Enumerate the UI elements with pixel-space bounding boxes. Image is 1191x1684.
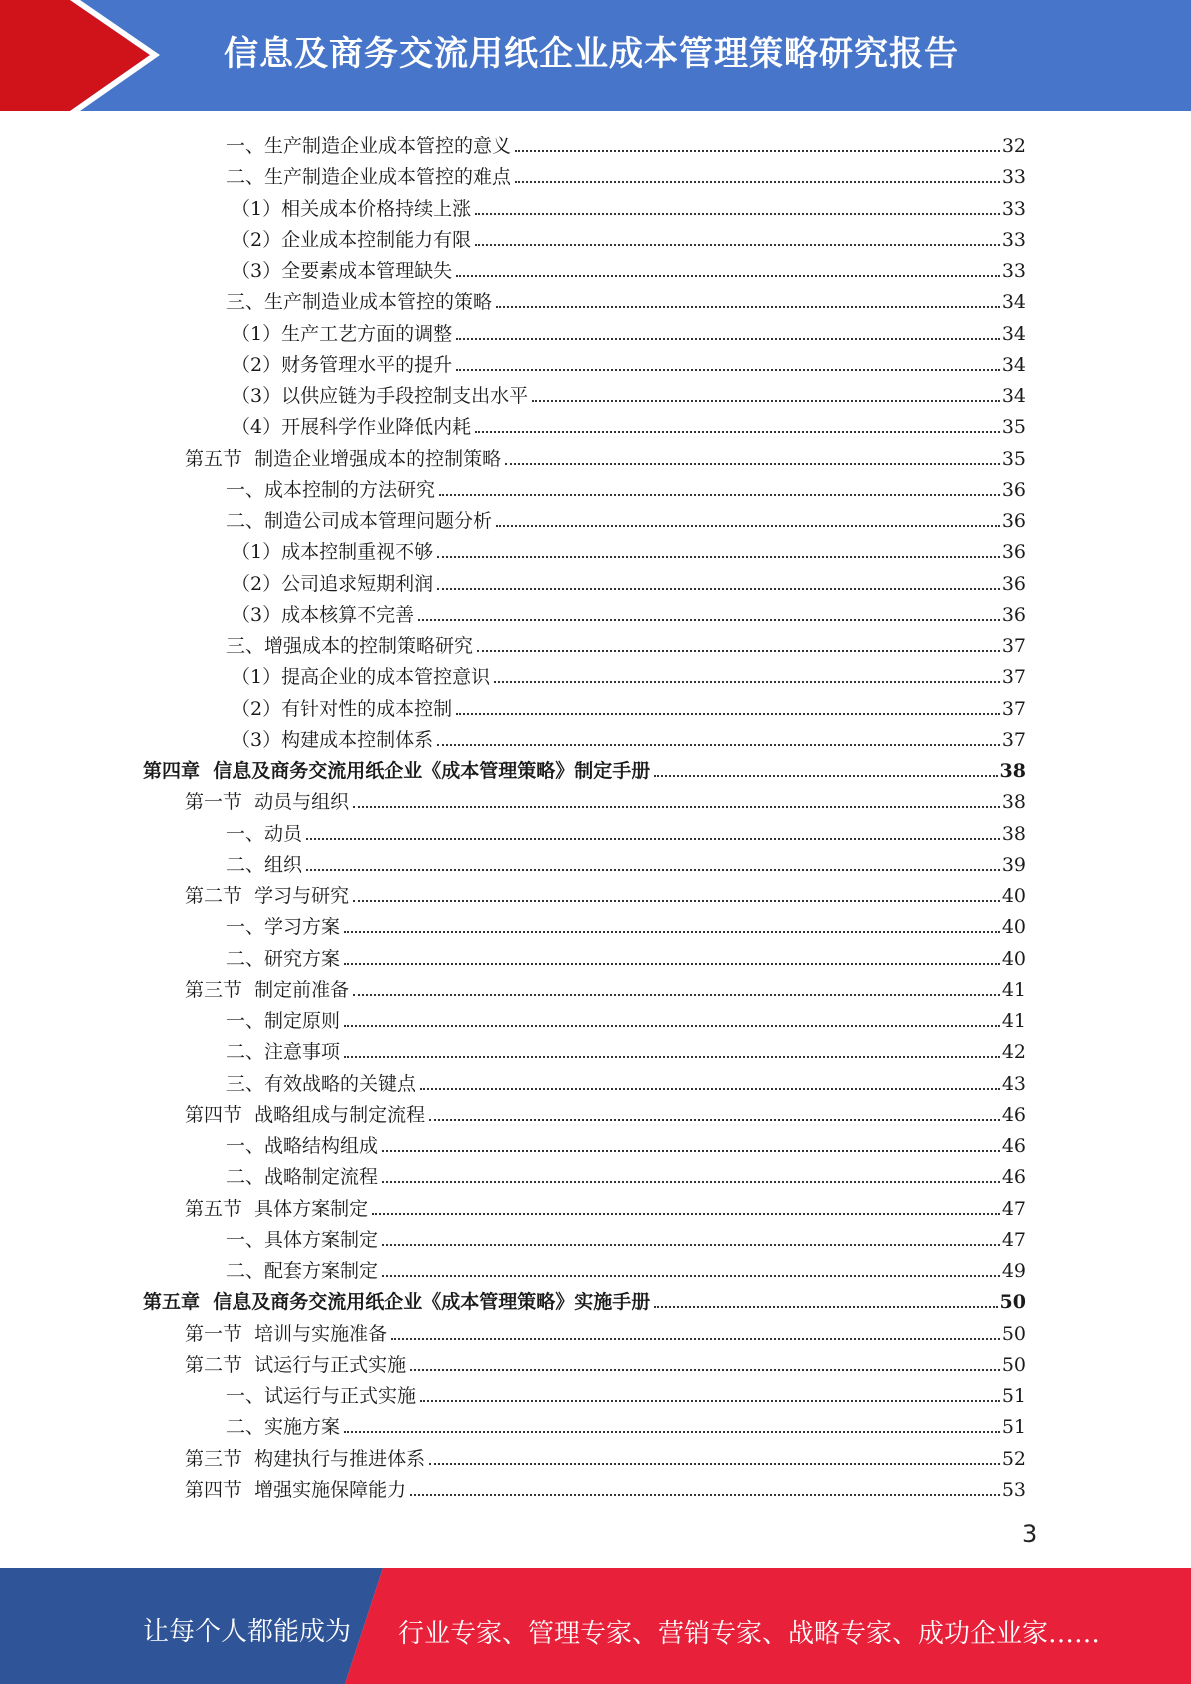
toc-dot-leader (429, 1463, 1000, 1465)
toc-entry-page: 32 (1001, 135, 1026, 157)
toc-entry[interactable] (226, 1033, 1026, 1064)
toc-dot-leader (353, 900, 1000, 902)
toc-entry[interactable] (231, 346, 1026, 377)
toc-entry-page: 43 (1001, 1072, 1026, 1095)
toc-entry-page: 36 (1001, 478, 1026, 501)
toc-entry[interactable] (226, 158, 1026, 189)
report-title: 信息及商务交流用纸企业成本管理策略研究报告 (224, 34, 959, 74)
toc-entry-page: 50 (1001, 1322, 1026, 1345)
toc-entry-page: 36 (1001, 603, 1026, 626)
toc-entry-page: 34 (1001, 385, 1026, 407)
toc-entry[interactable] (231, 377, 1026, 408)
toc-entry[interactable] (143, 752, 1026, 783)
toc-entry-page: 42 (1001, 1041, 1026, 1064)
toc-entry-label: 一、制定原则 (226, 1010, 341, 1032)
toc-dot-leader (382, 1150, 1000, 1152)
toc-dot-leader (353, 994, 1000, 996)
toc-entry-label: 三、增强成本的控制策略研究 (226, 635, 474, 657)
toc-entry-page: 40 (1001, 916, 1026, 939)
page-footer (0, 1568, 1191, 1684)
toc-dot-leader (382, 1275, 1000, 1277)
toc-entry-label: 一、学习方案 (226, 916, 341, 939)
toc-dot-leader (344, 963, 1000, 965)
toc-entry[interactable] (226, 908, 1026, 939)
toc-entry[interactable] (226, 1377, 1026, 1408)
toc-entry-label: 第二节 试运行与正式实施 (185, 1353, 407, 1376)
toc-entry-page: 50 (1001, 1353, 1026, 1376)
toc-entry-page: 34 (1001, 322, 1026, 345)
toc-entry-page: 50 (999, 1291, 1026, 1314)
toc-entry[interactable] (226, 846, 1026, 877)
toc-dot-leader (456, 369, 1000, 371)
toc-entry[interactable] (231, 315, 1026, 346)
toc-entry-label: （2）有针对性的成本控制 (231, 697, 453, 720)
toc-entry-label: 一、试运行与正式实施 (226, 1385, 417, 1407)
toc-entry-page: 33 (1001, 197, 1026, 220)
toc-entry[interactable] (226, 1127, 1026, 1158)
toc-entry-page: 37 (1001, 728, 1026, 751)
toc-entry[interactable] (231, 221, 1026, 252)
toc-dot-leader (532, 400, 1000, 402)
toc-dot-leader (515, 181, 1000, 183)
toc-dot-leader (437, 588, 1000, 590)
toc-entry-label: 一、具体方案制定 (226, 1228, 379, 1251)
toc-dot-leader (420, 1088, 1000, 1090)
toc-entry-label: 一、战略结构组成 (226, 1135, 379, 1157)
toc-entry-label: （1）生产工艺方面的调整 (231, 322, 453, 345)
toc-dot-leader (420, 1400, 1000, 1402)
toc-dot-leader (496, 525, 1000, 527)
toc-entry-label: （2）公司追求短期利润 (231, 572, 434, 595)
footer-slogan-left: 让每个人都能成为 (143, 1617, 352, 1647)
toc-entry-page: 51 (1001, 1416, 1026, 1439)
toc-entry[interactable] (231, 252, 1026, 283)
toc-dot-leader (382, 1244, 1000, 1246)
toc-entry[interactable] (231, 190, 1026, 221)
toc-entry[interactable] (143, 1283, 1026, 1314)
toc-entry-page: 38 (1001, 791, 1026, 814)
toc-entry-page: 39 (1001, 853, 1026, 876)
toc-dot-leader (372, 1213, 1000, 1215)
toc-entry-page: 33 (1001, 228, 1026, 251)
toc-entry[interactable] (231, 658, 1026, 689)
toc-dot-leader (456, 338, 1000, 340)
toc-entry[interactable] (185, 1471, 1026, 1502)
toc-entry-page: 37 (1001, 666, 1026, 689)
toc-entry-label: （3）全要素成本管理缺失 (231, 260, 453, 282)
toc-entry[interactable] (185, 783, 1026, 814)
toc-dot-leader (654, 775, 997, 777)
toc-entry[interactable] (226, 471, 1026, 502)
toc-entry[interactable] (185, 877, 1026, 908)
toc-entry[interactable] (226, 1408, 1026, 1439)
toc-entry-label: （2）企业成本控制能力有限 (231, 228, 472, 251)
toc-entry-label: 三、有效战略的关键点 (226, 1072, 417, 1095)
toc-entry-page: 51 (1001, 1385, 1026, 1407)
toc-entry[interactable] (226, 283, 1026, 314)
toc-entry-label: 二、注意事项 (226, 1041, 341, 1064)
toc-entry-label: 第三节 构建执行与推进体系 (185, 1447, 426, 1470)
toc-entry[interactable] (226, 1065, 1026, 1096)
toc-entry-page: 37 (1001, 635, 1026, 657)
toc-dot-leader (418, 619, 1000, 621)
toc-dot-leader (494, 681, 1000, 683)
toc-entry-page: 37 (1001, 697, 1026, 720)
toc-dot-leader (475, 431, 1000, 433)
toc-entry[interactable] (226, 1158, 1026, 1189)
toc-entry-label: （4）开展科学作业降低内耗 (231, 416, 472, 439)
toc-entry-label: 第一节 培训与实施准备 (185, 1322, 388, 1345)
toc-dot-leader (306, 869, 1000, 871)
toc-entry-label: 三、生产制造业成本管控的策略 (226, 291, 493, 314)
toc-dot-leader (475, 213, 1000, 215)
toc-entry-label: 第二节 学习与研究 (185, 885, 350, 907)
toc-dot-leader (306, 838, 1000, 840)
toc-dot-leader (654, 1306, 997, 1308)
toc-dot-leader (410, 1494, 1000, 1496)
toc-entry[interactable] (226, 815, 1026, 846)
toc-entry[interactable] (226, 1002, 1026, 1033)
toc-entry-page: 49 (1001, 1260, 1026, 1282)
toc-entry-page: 41 (1001, 1010, 1026, 1032)
toc-entry-label: （1）提高企业的成本管控意识 (231, 666, 491, 689)
toc-dot-leader (515, 150, 1000, 152)
toc-entry[interactable] (226, 940, 1026, 971)
toc-entry-page: 33 (1001, 260, 1026, 282)
toc-entry-label: 第三节 制定前准备 (185, 978, 350, 1001)
toc-entry[interactable] (185, 1440, 1026, 1471)
toc-entry-label: 第四节 战略组成与制定流程 (185, 1103, 426, 1126)
toc-dot-leader (429, 1119, 1000, 1121)
toc-entry-page: 38 (1001, 822, 1026, 845)
toc-entry-page: 46 (1001, 1103, 1026, 1126)
toc-entry-page: 35 (1001, 447, 1026, 470)
toc-entry-label: 第五节 具体方案制定 (185, 1197, 369, 1220)
toc-entry-label: 第四节 增强实施保障能力 (185, 1478, 407, 1501)
toc-dot-leader (344, 931, 1000, 933)
toc-entry-label: 二、生产制造企业成本管控的难点 (226, 166, 512, 189)
toc-entry-label: 第五节 制造企业增强成本的控制策略 (185, 447, 502, 470)
page-header (0, 0, 1191, 111)
toc-entry[interactable] (226, 627, 1026, 658)
toc-entry[interactable] (231, 408, 1026, 439)
toc-dot-leader (437, 556, 1000, 558)
toc-entry[interactable] (185, 971, 1026, 1002)
toc-entry-label: （1）相关成本价格持续上涨 (231, 197, 472, 220)
toc-entry-page: 41 (1001, 978, 1026, 1001)
toc-dot-leader (456, 713, 1000, 715)
toc-dot-leader (344, 1056, 1000, 1058)
toc-entry-page: 36 (1001, 510, 1026, 532)
toc-dot-leader (391, 1338, 1000, 1340)
toc-dot-leader (410, 1369, 1000, 1371)
toc-entry[interactable] (226, 127, 1026, 158)
toc-entry-label: 一、成本控制的方法研究 (226, 478, 436, 501)
toc-entry-label: 二、制造公司成本管理问题分析 (226, 510, 493, 532)
toc-entry[interactable] (185, 1315, 1026, 1346)
toc-entry-label: （3）成本核算不完善 (231, 603, 415, 626)
toc-entry-label: （3）构建成本控制体系 (231, 728, 434, 751)
toc-dot-leader (382, 1181, 1000, 1183)
toc-entry-page: 40 (1001, 885, 1026, 907)
toc-entry-label: （2）财务管理水平的提升 (231, 353, 453, 376)
toc-entry-label: 一、动员 (226, 822, 303, 845)
toc-entry-page: 33 (1001, 166, 1026, 189)
toc-entry[interactable] (185, 1346, 1026, 1377)
toc-dot-leader (456, 275, 1000, 277)
toc-entry-page: 35 (1001, 416, 1026, 439)
toc-entry[interactable] (185, 1096, 1026, 1127)
toc-entry-label: 二、战略制定流程 (226, 1166, 379, 1189)
toc-entry[interactable] (231, 721, 1026, 752)
toc-entry-label: 二、研究方案 (226, 947, 341, 970)
toc-dot-leader (477, 650, 1000, 652)
toc-entry-label: 第四章 信息及商务交流用纸企业《成本管理策略》制定手册 (143, 760, 651, 782)
toc-entry-page: 34 (1001, 353, 1026, 376)
toc-entry-page: 36 (1001, 572, 1026, 595)
toc-dot-leader (437, 744, 1000, 746)
toc-entry-page: 53 (1001, 1478, 1026, 1501)
toc-dot-leader (344, 1025, 1000, 1027)
toc-entry-label: 二、组织 (226, 853, 303, 876)
toc-entry[interactable] (231, 565, 1026, 596)
toc-entry-label: 二、配套方案制定 (226, 1260, 379, 1282)
toc-entry[interactable] (226, 1252, 1026, 1283)
toc-entry-page: 34 (1001, 291, 1026, 314)
toc-entry[interactable] (231, 690, 1026, 721)
toc-entry[interactable] (226, 1221, 1026, 1252)
toc-entry[interactable] (231, 596, 1026, 627)
toc-entry[interactable] (185, 440, 1026, 471)
toc-entry-page: 52 (1001, 1447, 1026, 1470)
toc-entry[interactable] (226, 502, 1026, 533)
toc-dot-leader (344, 1431, 1000, 1433)
toc-dot-leader (475, 244, 1000, 246)
toc-entry-page: 46 (1001, 1135, 1026, 1157)
toc-entry-page: 47 (1001, 1228, 1026, 1251)
toc-entry-page: 38 (999, 760, 1026, 782)
toc-entry[interactable] (231, 533, 1026, 564)
toc-dot-leader (439, 494, 1000, 496)
toc-dot-leader (505, 463, 1000, 465)
page-number: 3 (1022, 1520, 1038, 1548)
toc-entry-page: 46 (1001, 1166, 1026, 1189)
toc-entry-label: 二、实施方案 (226, 1416, 341, 1439)
toc-entry-label: （3）以供应链为手段控制支出水平 (231, 385, 529, 407)
toc-dot-leader (496, 306, 1000, 308)
toc-dot-leader (353, 806, 1000, 808)
toc-entry-label: 第一节 动员与组织 (185, 791, 350, 814)
toc-entry-page: 47 (1001, 1197, 1026, 1220)
toc-entry[interactable] (185, 1190, 1026, 1221)
toc-entry-page: 40 (1001, 947, 1026, 970)
toc-entry-label: 第五章 信息及商务交流用纸企业《成本管理策略》实施手册 (143, 1291, 651, 1314)
footer-slogan-right: 行业专家、管理专家、营销专家、战略专家、成功企业家…… (398, 1619, 1101, 1649)
toc-entry-label: 一、生产制造企业成本管控的意义 (226, 135, 512, 157)
toc-entry-label: （1）成本控制重视不够 (231, 541, 434, 564)
toc-entry-page: 36 (1001, 541, 1026, 564)
